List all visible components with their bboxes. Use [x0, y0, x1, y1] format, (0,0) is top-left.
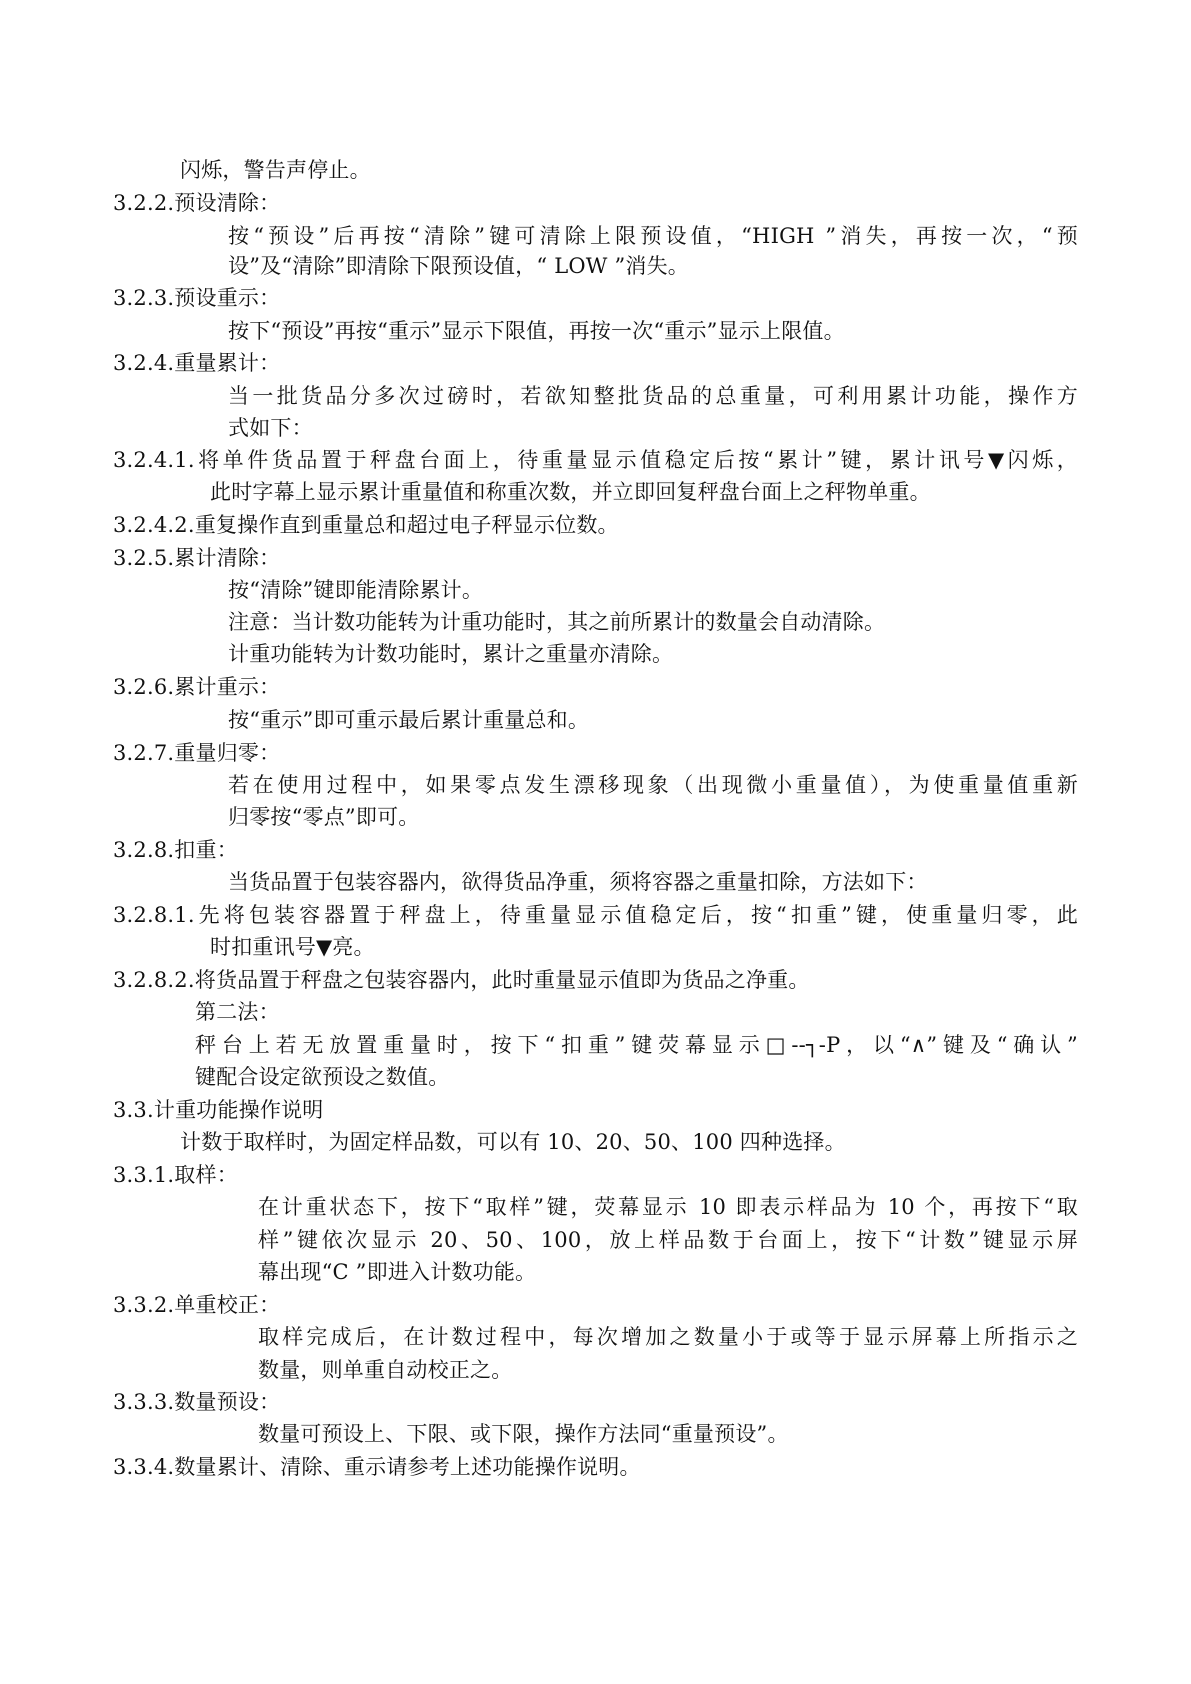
section-heading: 3.3.3.数量预设：: [113, 1390, 281, 1414]
text-line: 当货品置于包装容器内，欲得货品净重，须将容器之重量扣除，方法如下：: [228, 870, 928, 894]
text-line: 计数于取样时，为固定样品数，可以有 10、20、50、100 四种选择。: [180, 1130, 846, 1154]
text-line: 闪烁，警告声停止。: [180, 158, 371, 182]
section-heading: 3.2.8.扣重：: [113, 838, 238, 862]
text-line: 设”及“清除”即清除下限预设值，“ LOW ”消失。: [228, 254, 689, 278]
section-heading: 3.2.6.累计重示：: [113, 675, 281, 699]
text-line: 按下“预设”再按“重示”显示下限值，再按一次“重示”显示上限值。: [228, 319, 845, 343]
section-heading: 3.3.2.单重校正：: [113, 1293, 281, 1317]
section-heading: 3.2.5.累计清除：: [113, 546, 281, 570]
section-heading: 3.2.4.1.将单件货品置于秤盘台面上，待重量显示值稳定后按“累计”键，累计讯号▼闪烁，: [113, 448, 1078, 472]
section-heading: 3.2.4.重量累计：: [113, 351, 281, 375]
text-line: 第二法：: [195, 1000, 280, 1024]
text-line: 幕出现“C ”即进入计数功能。: [258, 1260, 537, 1284]
text-line: 样”键依次显示 20、50、100，放上样品数于台面上，按下“计数”键显示屏: [258, 1228, 1078, 1252]
text-line: 按“重示”即可重示最后累计重量总和。: [228, 708, 590, 732]
section-heading: 3.2.4.2.重复操作直到重量总和超过电子秤显示位数。: [113, 513, 619, 537]
text-line: 数量，则单重自动校正之。: [258, 1358, 513, 1382]
text-line: 按“预设”后再按“清除”键可清除上限预设值，“HIGH ”消失，再按一次，“预: [228, 224, 1078, 248]
text-line: 按“清除”键即能清除累计。: [228, 578, 484, 602]
text-line: 时扣重讯号▼亮。: [210, 935, 375, 959]
section-heading: 3.3.计重功能操作说明: [113, 1098, 324, 1122]
text-line: 取样完成后，在计数过程中，每次增加之数量小于或等于显示屏幕上所指示之: [258, 1325, 1078, 1349]
section-heading: 3.2.8.1.先将包装容器置于秤盘上，待重量显示值稳定后，按“扣重”键，使重量归零，此: [113, 903, 1078, 927]
text-line: 计重功能转为计数功能时，累计之重量亦清除。: [228, 642, 674, 666]
text-line: 在计重状态下，按下“取样”键，荧幕显示 10 即表示样品为 10 个，再按下“取: [258, 1195, 1078, 1219]
section-heading: 3.2.2.预设清除：: [113, 191, 281, 215]
text-line: 秤台上若无放置重量时，按下“扣重”键荧幕显示□--┐-P，以“∧”键及“确认”: [195, 1033, 1078, 1057]
text-line: 归零按“零点”即可。: [228, 805, 420, 829]
text-line: 此时字幕上显示累计重量值和称重次数，并立即回复秤盘台面上之秤物单重。: [210, 480, 931, 504]
text-line: 式如下：: [228, 416, 313, 440]
text-line: 当一批货品分多次过磅时，若欲知整批货品的总重量，可利用累计功能，操作方: [228, 384, 1078, 408]
text-line: 若在使用过程中，如果零点发生漂移现象（出现微小重量值），为使重量值重新: [228, 773, 1078, 797]
text-line: 数量可预设上、下限、或下限，操作方法同“重量预设”。: [258, 1422, 789, 1446]
text-line: 键配合设定欲预设之数值。: [195, 1065, 450, 1089]
section-heading: 3.3.4.数量累计、清除、重示请参考上述功能操作说明。: [113, 1455, 641, 1479]
text-line: 注意：当计数功能转为计重功能时，其之前所累计的数量会自动清除。: [228, 610, 886, 634]
section-heading: 3.2.3.预设重示：: [113, 286, 281, 310]
section-heading: 3.2.7.重量归零：: [113, 741, 281, 765]
section-heading: 3.2.8.2.将货品置于秤盘之包装容器内，此时重量显示值即为货品之净重。: [113, 968, 810, 992]
section-heading: 3.3.1.取样：: [113, 1163, 238, 1187]
